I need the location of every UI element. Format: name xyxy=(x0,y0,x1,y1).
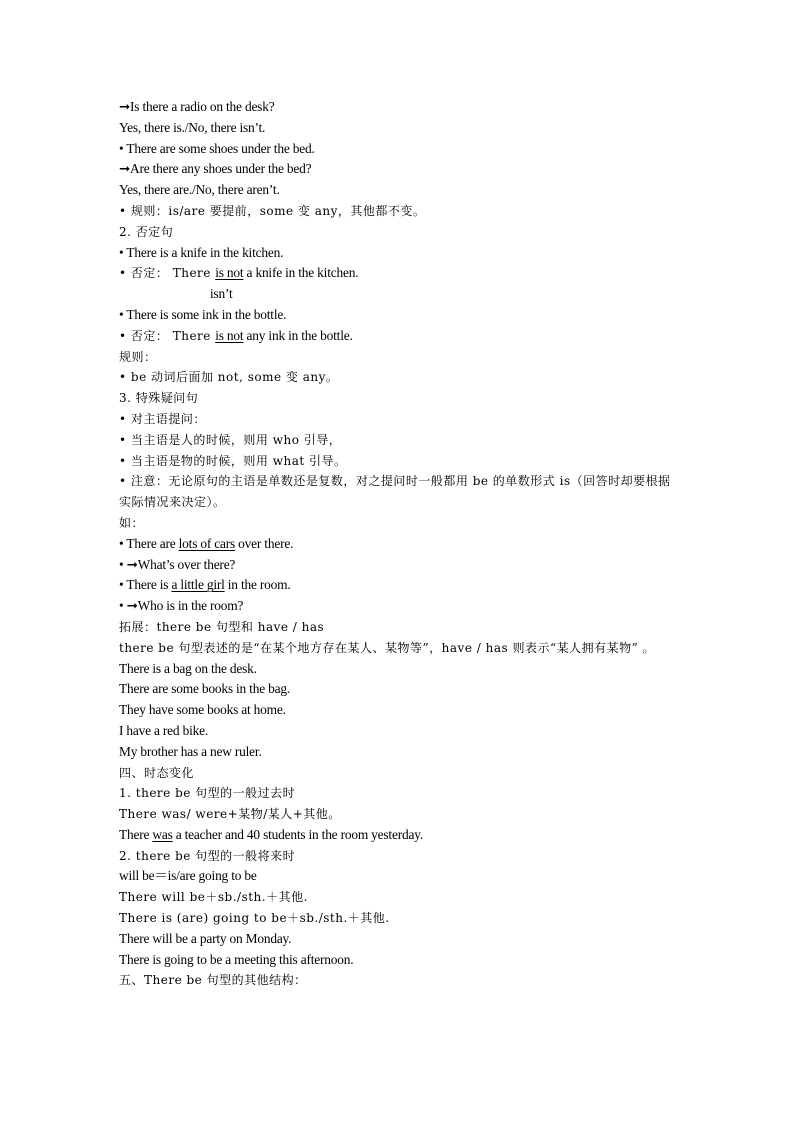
section-other-structures-heading: 五、There be 句型的其他结构： xyxy=(119,973,307,988)
negative-label: • 否定： There xyxy=(119,266,216,281)
sentence-rest: in the room. xyxy=(224,577,291,593)
sentence-rest: a teacher and 40 students in the room yesterday. xyxy=(172,826,423,842)
sentence-start: • There are xyxy=(119,535,179,551)
sentence-rest: any ink in the bottle. xyxy=(243,327,353,343)
example-teacher xyxy=(119,825,679,846)
underlined-lots-of-cars: lots of cars xyxy=(178,535,236,551)
future-pattern-will: There will be＋sb./sth.＋其他. xyxy=(119,890,308,905)
example-negative-ink xyxy=(119,326,679,347)
sentence-start: • There is xyxy=(119,577,172,593)
rule-negative: • be 动词后面加 not, some 变 any。 xyxy=(119,370,339,385)
example-negative-knife xyxy=(119,263,679,284)
rule-what: • 当主语是物的时候，则用 what 引导。 xyxy=(119,453,347,468)
underlined-was: was xyxy=(152,826,173,842)
example-question-radio: ➞Is there a radio on the desk? xyxy=(119,99,275,114)
note-singular: • 注意：无论原句的主语是单数还是复数，对之提问时一般都用 be 的单数形式 is（回答时却要根据实际情况来决定）。 xyxy=(119,474,671,510)
example-cars xyxy=(119,534,679,555)
section-negative-heading: 2. 否定句 xyxy=(119,224,174,239)
example-red-bike: I have a red bike. xyxy=(119,722,208,738)
example-shoes: • There are some shoes under the bed. xyxy=(119,140,315,156)
extension-explanation: there be 句型表述的是“在某个地方存在某人、某物等”，have / has 则表示“某人拥有某物” 。 xyxy=(119,640,656,655)
example-label: 如： xyxy=(119,515,145,530)
section-special-question-heading: 3. 特殊疑问句 xyxy=(119,391,199,406)
underlined-is-not: is not xyxy=(215,327,244,343)
sentence-rest: over there. xyxy=(235,535,294,551)
example-meeting: There is going to be a meeting this afternoon. xyxy=(119,951,354,967)
underlined-a-little-girl: a little girl xyxy=(171,577,225,593)
example-answer-radio: Yes, there is./No, there isn’t. xyxy=(119,119,266,135)
example-girl xyxy=(119,575,679,596)
example-books-bag: There are some books in the bag. xyxy=(119,681,290,697)
document-page xyxy=(119,97,679,991)
rule-label: 规则： xyxy=(119,349,157,364)
rule-who: • 当主语是人的时候，则用 who 引导， xyxy=(119,432,342,447)
isnt-note: isn’t xyxy=(210,286,233,302)
future-tense-heading: 2. there be 句型的一般将来时 xyxy=(119,848,296,863)
example-knife: • There is a knife in the kitchen. xyxy=(119,244,284,260)
future-equivalence: will be＝is/are going to be xyxy=(119,868,257,884)
sentence-rest: a knife in the kitchen. xyxy=(243,265,359,281)
subject-question-label: • 对主语提问： xyxy=(119,411,206,426)
underlined-is-not: is not xyxy=(215,265,244,281)
negative-label: • 否定： There xyxy=(119,328,216,343)
past-tense-heading: 1. there be 句型的一般过去时 xyxy=(119,786,296,801)
example-ruler: My brother has a new ruler. xyxy=(119,743,262,759)
example-question-who: • ➞Who is in the room? xyxy=(119,598,244,614)
extension-heading: 拓展：there be 句型和 have / has xyxy=(119,619,325,634)
example-books-home: They have some books at home. xyxy=(119,702,286,718)
section-tense-heading: 四、时态变化 xyxy=(119,765,195,780)
sentence-start: There xyxy=(119,826,153,842)
past-tense-pattern: There was/ were+某物/某人+其他。 xyxy=(119,807,341,822)
example-party: There will be a party on Monday. xyxy=(119,930,292,946)
example-answer-shoes: Yes, there are./No, there aren’t. xyxy=(119,182,280,198)
example-bag: There is a bag on the desk. xyxy=(119,660,257,676)
rule-question: • 规则：is/are 要提前，some 变 any，其他都不变。 xyxy=(119,203,426,218)
example-question-what: • ➞What’s over there? xyxy=(119,556,236,572)
example-question-shoes: ➞Are there any shoes under the bed? xyxy=(119,161,312,177)
future-pattern-going-to: There is (are) going to be＋sb./sth.＋其他. xyxy=(119,911,390,926)
example-ink: • There is some ink in the bottle. xyxy=(119,306,287,322)
